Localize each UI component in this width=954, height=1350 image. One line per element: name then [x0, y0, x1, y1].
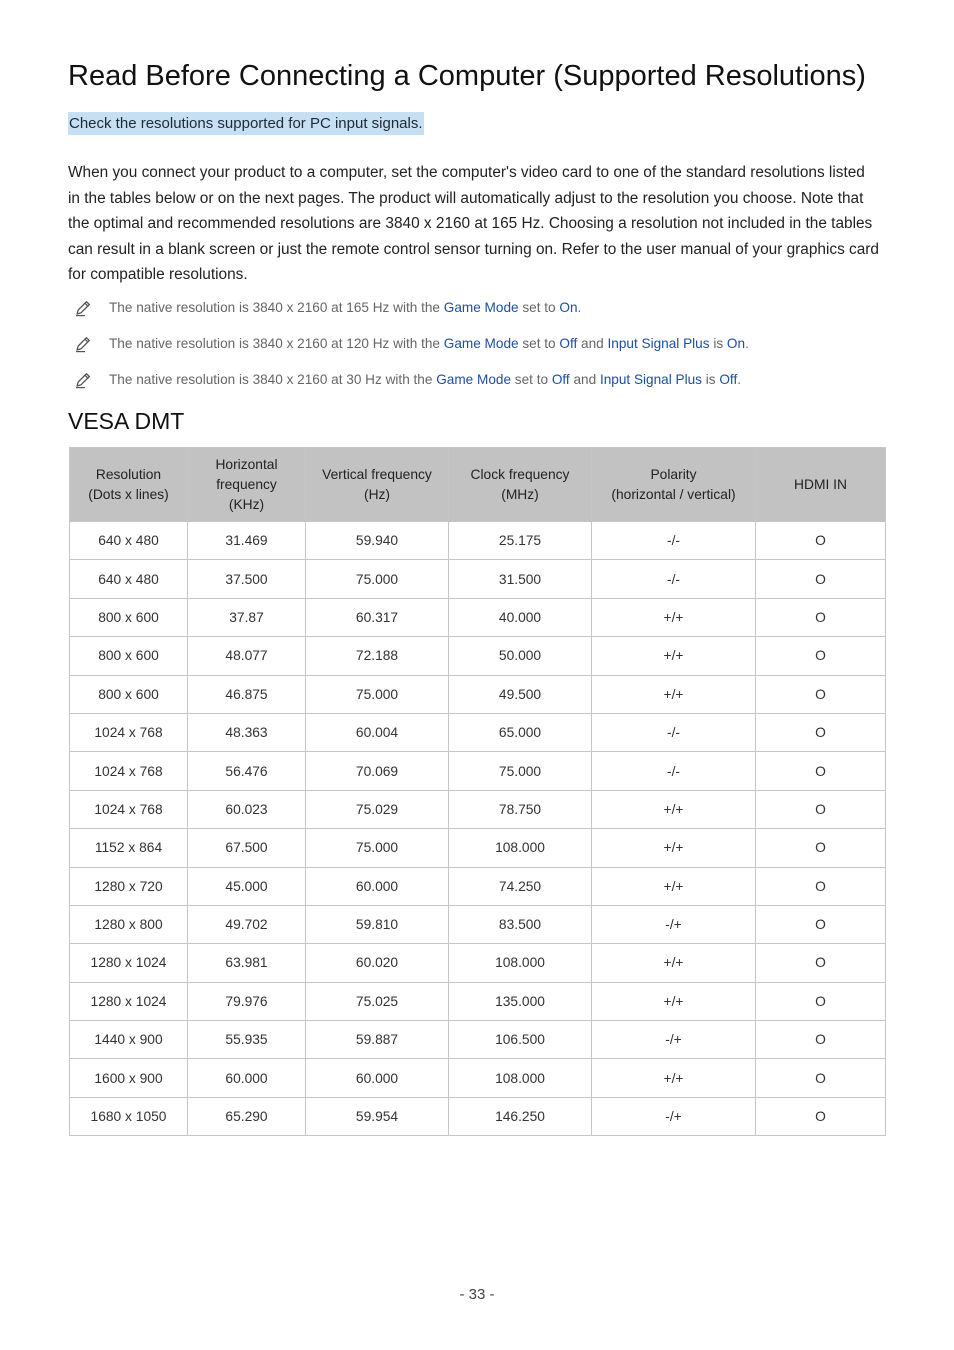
resolution-cell: 1152 x 864	[70, 829, 188, 867]
horizontal-frequency-cell: 48.077	[188, 637, 306, 675]
polarity-cell: +/+	[592, 790, 756, 828]
table-row	[70, 790, 886, 828]
table-row	[70, 905, 886, 943]
polarity-cell: +/+	[592, 675, 756, 713]
hdmi-in-cell: O	[756, 522, 886, 560]
setting-value: On	[726, 336, 746, 351]
table-row	[70, 637, 886, 675]
horizontal-frequency-cell: 63.981	[188, 944, 306, 982]
table-row	[70, 982, 886, 1020]
hdmi-in-cell: O	[756, 867, 886, 905]
note-text: The native resolution is 3840 x 2160 at 165 Hz with the Game Mode set to On.	[109, 300, 582, 315]
hdmi-in-cell: O	[756, 1059, 886, 1097]
table-body	[70, 522, 886, 1136]
resolution-cell: 1280 x 800	[70, 905, 188, 943]
note-1	[74, 298, 674, 318]
table-header-row	[70, 448, 886, 522]
vertical-frequency-cell: 60.000	[306, 1059, 449, 1097]
table-row	[70, 752, 886, 790]
vertical-frequency-cell: 72.188	[306, 637, 449, 675]
vertical-frequency-cell: 75.025	[306, 982, 449, 1020]
hdmi-in-cell: O	[756, 905, 886, 943]
clock-frequency-cell: 146.250	[449, 1097, 592, 1135]
polarity-cell: -/+	[592, 905, 756, 943]
horizontal-frequency-cell: 37.500	[188, 560, 306, 598]
vertical-frequency-cell: 60.000	[306, 867, 449, 905]
hdmi-in-cell: O	[756, 829, 886, 867]
vertical-frequency-cell: 59.887	[306, 1021, 449, 1059]
resolution-cell: 1680 x 1050	[70, 1097, 188, 1135]
resolution-cell: 1024 x 768	[70, 713, 188, 751]
horizontal-frequency-cell: 56.476	[188, 752, 306, 790]
clock-frequency-cell: 108.000	[449, 1059, 592, 1097]
resolution-cell: 1280 x 1024	[70, 982, 188, 1020]
vertical-frequency-cell: 60.317	[306, 598, 449, 636]
polarity-cell: +/+	[592, 944, 756, 982]
horizontal-frequency-cell: 48.363	[188, 713, 306, 751]
pencil-icon	[74, 371, 92, 389]
clock-frequency-cell: 75.000	[449, 752, 592, 790]
vertical-frequency-cell: 60.020	[306, 944, 449, 982]
horizontal-frequency-cell: 45.000	[188, 867, 306, 905]
polarity-cell: -/-	[592, 522, 756, 560]
header-horizontal-frequency: Horizontal frequency (KHz)	[188, 448, 306, 522]
header-vertical-frequency: Vertical frequency (Hz)	[306, 448, 449, 522]
clock-frequency-cell: 65.000	[449, 713, 592, 751]
clock-frequency-cell: 135.000	[449, 982, 592, 1020]
note-text: The native resolution is 3840 x 2160 at 30 Hz with the Game Mode set to Off and Input Signal Plus is Off.	[109, 372, 742, 387]
note-2	[74, 334, 814, 354]
horizontal-frequency-cell: 31.469	[188, 522, 306, 560]
page-number: - 33 -	[459, 1286, 495, 1303]
table-row	[70, 829, 886, 867]
horizontal-frequency-cell: 49.702	[188, 905, 306, 943]
clock-frequency-cell: 49.500	[449, 675, 592, 713]
clock-frequency-cell: 108.000	[449, 829, 592, 867]
hdmi-in-cell: O	[756, 752, 886, 790]
vertical-frequency-cell: 59.954	[306, 1097, 449, 1135]
polarity-cell: -/-	[592, 752, 756, 790]
pencil-icon	[74, 335, 92, 353]
vertical-frequency-cell: 59.940	[306, 522, 449, 560]
clock-frequency-cell: 74.250	[449, 867, 592, 905]
page-title: Read Before Connecting a Computer (Supported Resolutions)	[68, 60, 866, 92]
horizontal-frequency-cell: 65.290	[188, 1097, 306, 1135]
note-3	[74, 370, 814, 390]
resolution-cell: 1440 x 900	[70, 1021, 188, 1059]
clock-frequency-cell: 25.175	[449, 522, 592, 560]
horizontal-frequency-cell: 67.500	[188, 829, 306, 867]
horizontal-frequency-cell: 37.87	[188, 598, 306, 636]
setting-value: Off	[719, 372, 738, 387]
table-row	[70, 1097, 886, 1135]
resolution-cell: 640 x 480	[70, 522, 188, 560]
summary-highlight: Check the resolutions supported for PC input signals.	[68, 112, 424, 135]
section-title: VESA DMT	[68, 408, 185, 434]
setting-value: Off	[559, 336, 578, 351]
polarity-cell: -/+	[592, 1097, 756, 1135]
table-row	[70, 1021, 886, 1059]
polarity-cell: +/+	[592, 982, 756, 1020]
vertical-frequency-cell: 70.069	[306, 752, 449, 790]
game-mode-label: Game Mode	[443, 300, 519, 315]
horizontal-frequency-cell: 79.976	[188, 982, 306, 1020]
table-row	[70, 522, 886, 560]
game-mode-label: Game Mode	[436, 372, 512, 387]
hdmi-in-cell: O	[756, 1097, 886, 1135]
polarity-cell: -/-	[592, 713, 756, 751]
polarity-cell: +/+	[592, 829, 756, 867]
resolution-cell: 800 x 600	[70, 637, 188, 675]
pencil-icon	[74, 299, 92, 317]
resolution-cell: 1280 x 720	[70, 867, 188, 905]
table-row	[70, 1059, 886, 1097]
hdmi-in-cell: O	[756, 560, 886, 598]
resolution-cell: 1600 x 900	[70, 1059, 188, 1097]
table-row	[70, 675, 886, 713]
horizontal-frequency-cell: 46.875	[188, 675, 306, 713]
hdmi-in-cell: O	[756, 637, 886, 675]
setting-value: Off	[551, 372, 570, 387]
horizontal-frequency-cell: 60.000	[188, 1059, 306, 1097]
resolution-cell: 1024 x 768	[70, 790, 188, 828]
table-row	[70, 560, 886, 598]
polarity-cell: +/+	[592, 1059, 756, 1097]
table-row	[70, 598, 886, 636]
polarity-cell: +/+	[592, 867, 756, 905]
polarity-cell: -/+	[592, 1021, 756, 1059]
resolution-cell: 1280 x 1024	[70, 944, 188, 982]
resolution-cell: 800 x 600	[70, 598, 188, 636]
vertical-frequency-cell: 75.000	[306, 560, 449, 598]
clock-frequency-cell: 40.000	[449, 598, 592, 636]
hdmi-in-cell: O	[756, 944, 886, 982]
hdmi-in-cell: O	[756, 598, 886, 636]
game-mode-label: Game Mode	[443, 336, 519, 351]
horizontal-frequency-cell: 60.023	[188, 790, 306, 828]
table-row	[70, 867, 886, 905]
horizontal-frequency-cell: 55.935	[188, 1021, 306, 1059]
header-polarity: Polarity (horizontal / vertical)	[592, 448, 756, 522]
vertical-frequency-cell: 75.000	[306, 829, 449, 867]
header-hdmi-in: HDMI IN	[756, 448, 886, 522]
polarity-cell: -/-	[592, 560, 756, 598]
clock-frequency-cell: 50.000	[449, 637, 592, 675]
resolution-cell: 800 x 600	[70, 675, 188, 713]
table-row	[70, 713, 886, 751]
clock-frequency-cell: 108.000	[449, 944, 592, 982]
input-signal-plus-label: Input Signal Plus	[599, 372, 702, 387]
intro-paragraph: When you connect your product to a computer, set the computer's video card to one of the standard resolutions listed in the tables below or on the next pages. The product will automatically adjust to the resolution you choose. Note that the optimal and recommended resolutions are 3840 x 2160 at 165 Hz. Choosing a resolution not included in the tables can result in a blank screen or just the remote control sensor turning on. Refer to the user manual of your graphics card for compatible resolutions.	[68, 164, 879, 284]
clock-frequency-cell: 78.750	[449, 790, 592, 828]
resolution-cell: 1024 x 768	[70, 752, 188, 790]
header-resolution: Resolution (Dots x lines)	[70, 448, 188, 522]
vertical-frequency-cell: 60.004	[306, 713, 449, 751]
clock-frequency-cell: 83.500	[449, 905, 592, 943]
hdmi-in-cell: O	[756, 1021, 886, 1059]
header-clock-frequency: Clock frequency (MHz)	[449, 448, 592, 522]
vertical-frequency-cell: 59.810	[306, 905, 449, 943]
note-text: The native resolution is 3840 x 2160 at 120 Hz with the Game Mode set to Off and Input Signal Plus is On.	[109, 336, 749, 351]
hdmi-in-cell: O	[756, 982, 886, 1020]
resolution-cell: 640 x 480	[70, 560, 188, 598]
vertical-frequency-cell: 75.000	[306, 675, 449, 713]
input-signal-plus-label: Input Signal Plus	[607, 336, 710, 351]
hdmi-in-cell: O	[756, 713, 886, 751]
hdmi-in-cell: O	[756, 675, 886, 713]
hdmi-in-cell: O	[756, 790, 886, 828]
polarity-cell: +/+	[592, 637, 756, 675]
vertical-frequency-cell: 75.029	[306, 790, 449, 828]
clock-frequency-cell: 106.500	[449, 1021, 592, 1059]
table-row	[70, 944, 886, 982]
setting-value: On	[559, 300, 578, 315]
clock-frequency-cell: 31.500	[449, 560, 592, 598]
resolution-table	[69, 447, 886, 1136]
polarity-cell: +/+	[592, 598, 756, 636]
